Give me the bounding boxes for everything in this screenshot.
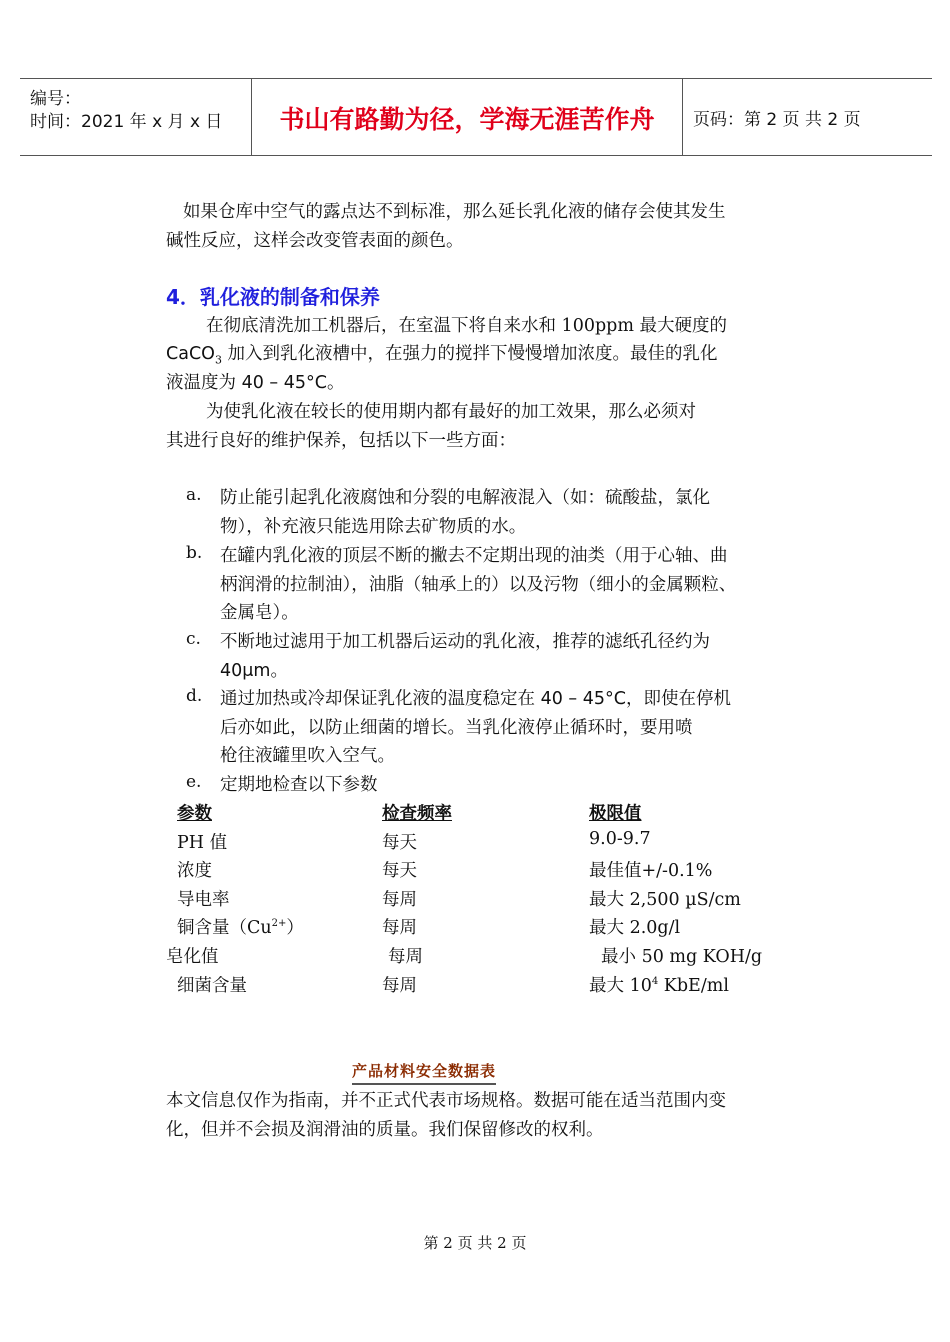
header-motto: 书山有路勤为径，学海无涯苦作舟: [252, 79, 683, 155]
table-header-frequency: 检查频率: [382, 804, 452, 824]
list-item-d-line-3: 枪往液罐里吹入空气。: [220, 746, 395, 766]
table-cell-frequency: 每周: [382, 890, 417, 910]
intro-line-1: 如果仓库中空气的露点达不到标准，那么延长乳化液的储存会使其发生: [183, 202, 726, 222]
list-item-d-text-end: ，即使在停机: [625, 689, 731, 709]
table-cell-limit: [589, 972, 729, 997]
temperature-range: 40 – 45°C: [540, 689, 626, 709]
bacteria-exponent: 4: [651, 976, 659, 988]
table-cell-limit: 最小 50 mg KOH/g: [601, 947, 763, 967]
intro-line-2: 碱性反应，这样会改变管表面的颜色。: [166, 231, 464, 251]
table-header-limit: 极限值: [589, 804, 642, 824]
table-cell-param: 皂化值: [166, 947, 219, 967]
table-cell-frequency: 每天: [382, 861, 417, 881]
table-cell-param: PH 值: [177, 833, 228, 853]
msds-title: 产品材料安全数据表: [352, 1060, 496, 1085]
header-page-info: 页码：第 2 页 共 2 页: [693, 110, 861, 130]
header-meta-cell: [20, 79, 252, 155]
copper-charge: 2+: [271, 918, 287, 930]
prep-line-3-text: 液温度为: [166, 373, 242, 393]
table-cell-param: 细菌含量: [177, 976, 247, 996]
prep-line-1: 在彻底清洗加工机器后，在室温下将自来水和 100ppm 最大硬度的: [206, 316, 728, 336]
table-cell-limit: 最大 2,500 µS/cm: [589, 890, 741, 910]
table-cell-param: 导电率: [177, 890, 230, 910]
copper-label: 铜含量（Cu: [177, 918, 272, 938]
document-date: 时间：2021 年 x 月 x 日: [30, 112, 223, 132]
list-marker-d: d.: [186, 686, 203, 706]
list-item-e-line-1: 定期地检查以下参数: [220, 775, 378, 795]
list-item-a-line-2: 物），补充液只能选用除去矿物质的水。: [220, 517, 527, 537]
list-item-d-line-2: 后亦如此，以防止细菌的增长。当乳化液停止循环时，要用喷: [220, 718, 693, 738]
temperature-range: 40 – 45°C: [241, 373, 327, 393]
msds-line-2: 化，但并不会损及润滑油的质量。我们保留修改的权利。: [166, 1120, 604, 1140]
list-item-b-line-3: 金属皂）。: [220, 603, 299, 623]
list-item-c-line-2: [220, 657, 288, 682]
table-cell-frequency: 每周: [382, 918, 417, 938]
list-item-a-line-1: 防止能引起乳化液腐蚀和分裂的电解液混入（如：硫酸盐，氯化: [220, 488, 710, 508]
document-number-label: 编号：: [30, 89, 81, 109]
list-marker-b: b.: [186, 543, 203, 563]
page-footer: 第 2 页 共 2 页: [423, 1234, 527, 1252]
table-cell-limit: 最大 2.0g/l: [589, 918, 681, 938]
maint-line-1: 为使乳化液在较长的使用期内都有最好的加工效果，那么必须对: [206, 402, 696, 422]
msds-line-1: 本文信息仅作为指南，并不正式代表市场规格。数据可能在适当范围内变: [166, 1091, 726, 1111]
list-marker-a: a.: [186, 485, 202, 505]
bacteria-unit: KbE/ml: [658, 976, 729, 996]
prep-line-3: [166, 369, 344, 394]
table-cell-frequency: 每周: [382, 976, 417, 996]
prep-line-2-text: 加入到乳化液槽中，在强力的搅拌下慢慢增加浓度。最佳的乳化: [221, 344, 718, 364]
list-item-d-line-1: [220, 685, 731, 710]
bacteria-limit: 最大 10: [589, 976, 652, 996]
table-cell-frequency: 每天: [382, 833, 417, 853]
filter-pore-size: 40μm: [220, 661, 271, 681]
table-cell-param: 浓度: [177, 861, 212, 881]
list-item-b-line-2: 柄润滑的拉制油），油脂（轴承上的）以及污物（细小的金属颗粒、: [220, 575, 737, 595]
document-header: [20, 78, 932, 156]
chem-formula: CaCO: [166, 344, 215, 364]
prep-line-2: [166, 340, 718, 367]
table-header-param: 参数: [177, 804, 212, 824]
section-heading: 4．乳化液的制备和保养: [166, 285, 380, 309]
list-item-d-text: 通过加热或冷却保证乳化液的温度稳定在: [220, 689, 541, 709]
list-item-b-line-1: 在罐内乳化液的顶层不断的撇去不定期出现的油类（用于心轴、曲: [220, 546, 728, 566]
chem-subscript: 3: [214, 353, 222, 367]
table-cell-frequency: 每周: [388, 947, 423, 967]
copper-label-end: ）: [286, 918, 304, 938]
maint-line-2: 其进行良好的维护保养，包括以下一些方面：: [166, 431, 516, 451]
prep-line-3-end: 。: [326, 373, 345, 393]
table-cell-limit: 9.0-9.7: [589, 829, 651, 849]
table-cell-param: [177, 914, 304, 939]
list-item-c-end: 。: [270, 661, 288, 681]
list-marker-e: e.: [186, 772, 202, 792]
table-cell-limit: 最佳值+/-0.1%: [589, 861, 713, 881]
list-marker-c: c.: [186, 629, 201, 649]
list-item-c-line-1: 不断地过滤用于加工机器后运动的乳化液，推荐的滤纸孔径约为: [220, 632, 710, 652]
